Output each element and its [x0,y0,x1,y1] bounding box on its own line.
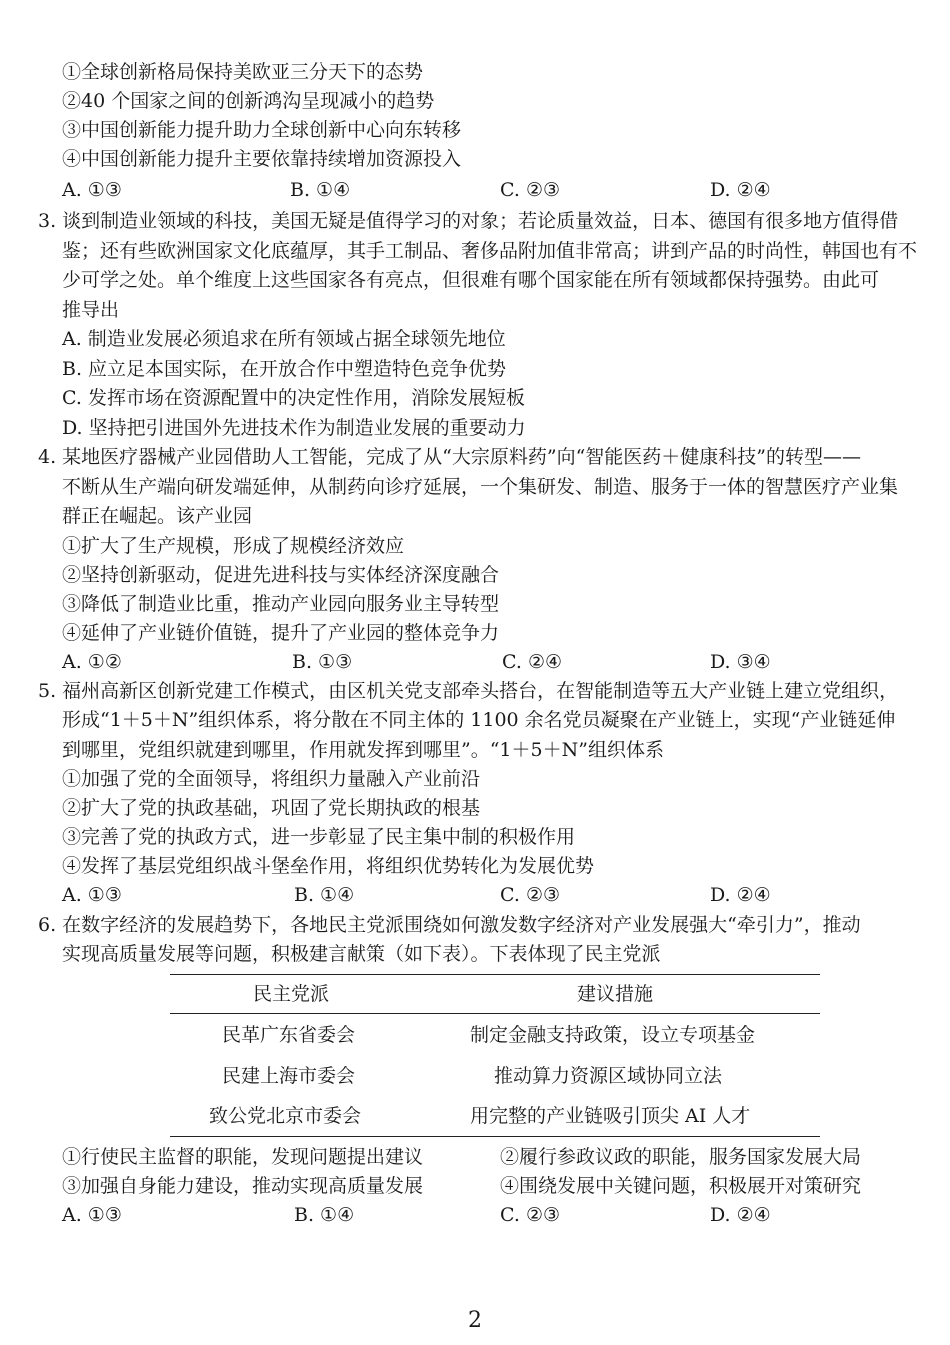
q5-item-1: ①加强了党的全面领导，将组织力量融入产业前沿 [62,768,481,790]
table-top-rule [170,974,820,975]
q3-choice-b: B. 应立足本国实际，在开放合作中塑造特色竞争优势 [62,358,507,380]
q4-item-1: ①扩大了生产规模，形成了规模经济效应 [62,535,405,557]
table-header-party: 民主党派 [253,983,330,1005]
q6-option-d: D. ②④ [710,1204,771,1226]
q6-stem-line-1: 6. 在数字经济的发展趋势下，各地民主党派围绕如何激发数字经济对产业发展强大“牵引力”，推动 [38,914,861,936]
q2-option-a: A. ①③ [62,179,122,201]
q2-item-1: ①全球创新格局保持美欧亚三分天下的态势 [62,61,424,83]
q4-options [62,653,922,675]
q2-item-4: ④中国创新能力提升主要依靠持续增加资源投入 [62,148,462,170]
q6-item-1: ①行使民主监督的职能，发现问题提出建议 [62,1146,424,1168]
q5-item-4: ④发挥了基层党组织战斗堡垒作用，将组织优势转化为发展优势 [62,855,595,877]
q3-choice-d: D. 坚持把引进国外先进技术作为制造业发展的重要动力 [62,417,526,439]
q6-option-a: A. ①③ [62,1204,122,1226]
table-row-1-party: 民革广东省委会 [222,1024,356,1046]
q4-option-c: C. ②④ [502,651,563,673]
q6-stem-line-2: 实现高质量发展等问题，积极建言献策（如下表）。下表体现了民主党派 [62,943,661,965]
q5-stem-line-3: 到哪里，党组织就建到哪里，作用就发挥到哪里”。“1＋5＋N”组织体系 [62,739,664,761]
table-bottom-rule [170,1136,820,1137]
q2-item-3: ③中国创新能力提升助力全球创新中心向东转移 [62,119,462,141]
page-number: 2 [468,1308,482,1333]
q6-item-3: ③加强自身能力建设，推动实现高质量发展 [62,1175,424,1197]
q6-item-2: ②履行参政议政的职能，服务国家发展大局 [500,1146,862,1168]
q2-option-b: B. ①④ [290,179,351,201]
table-row-2-measure: 推动算力资源区域协同立法 [494,1065,723,1087]
q6-options [62,1206,922,1228]
q4-option-a: A. ①② [62,651,122,673]
q5-option-b: B. ①④ [294,884,355,906]
table-row-1-measure: 制定金融支持政策，设立专项基金 [470,1024,756,1046]
q5-stem-line-1: 5. 福州高新区创新党建工作模式，由区机关党支部牵头搭台，在智能制造等五大产业链上建立党组织， [38,680,899,702]
q4-item-2: ②坚持创新驱动，促进先进科技与实体经济深度融合 [62,564,500,586]
q2-item-2: ②40 个国家之间的创新鸿沟呈现减小的趋势 [62,90,435,112]
q4-stem-line-1: 4. 某地医疗器械产业园借助人工智能，完成了从“大宗原料药”向“智能医药＋健康科技”的转型—— [38,446,862,468]
q4-stem-line-3: 群正在崛起。该产业园 [62,505,253,527]
table-row-3-party: 致公党北京市委会 [209,1105,362,1127]
q5-option-d: D. ②④ [710,884,771,906]
q3-stem-line-1: 3. 谈到制造业领域的科技，美国无疑是值得学习的对象；若论质量效益，日本、德国有很多地方值得借 [38,210,899,232]
q5-option-a: A. ①③ [62,884,122,906]
q5-item-3: ③完善了党的执政方式，进一步彰显了民主集中制的积极作用 [62,826,576,848]
q4-option-d: D. ③④ [710,651,771,673]
q4-item-3: ③降低了制造业比重，推动产业园向服务业主导转型 [62,593,500,615]
q5-stem-line-2: 形成“1＋5＋N”组织体系，将分散在不同主体的 1100 余名党员凝聚在产业链上，实现“产业链延伸 [62,709,896,731]
table-header-rule [170,1013,820,1014]
q2-options [62,181,922,203]
q3-stem-line-4: 推导出 [62,299,120,321]
q3-choice-a: A. 制造业发展必须追求在所有领域占据全球领先地位 [62,328,506,350]
q6-option-b: B. ①④ [294,1204,355,1226]
q4-stem-line-2: 不断从生产端向研发端延伸，从制药向诊疗延展，一个集研发、制造、服务于一体的智慧医疗产业集 [62,476,899,498]
q3-stem-line-2: 鉴；还有些欧洲国家文化底蕴厚，其手工制品、奢侈品附加值非常高；讲到产品的时尚性，韩国也有不 [62,240,918,262]
q3-choice-c: C. 发挥市场在资源配置中的决定性作用，消除发展短板 [62,387,525,409]
table-row-2-party: 民建上海市委会 [222,1065,356,1087]
q6-option-c: C. ②③ [500,1204,561,1226]
table-row-3-measure: 用完整的产业链吸引顶尖 AI 人才 [470,1105,751,1127]
q2-option-c: C. ②③ [500,179,561,201]
q5-options [62,886,922,908]
q6-item-4: ④围绕发展中关键问题，积极展开对策研究 [500,1175,862,1197]
q5-item-2: ②扩大了党的执政基础，巩固了党长期执政的根基 [62,797,481,819]
q4-option-b: B. ①③ [292,651,353,673]
q3-stem-line-3: 少可学之处。单个维度上这些国家各有亮点，但很难有哪个国家能在所有领域都保持强势。由此可 [62,269,880,291]
q2-option-d: D. ②④ [710,179,771,201]
q4-item-4: ④延伸了产业链价值链，提升了产业园的整体竞争力 [62,622,500,644]
q5-option-c: C. ②③ [500,884,561,906]
table-header-measures: 建议措施 [577,983,654,1005]
